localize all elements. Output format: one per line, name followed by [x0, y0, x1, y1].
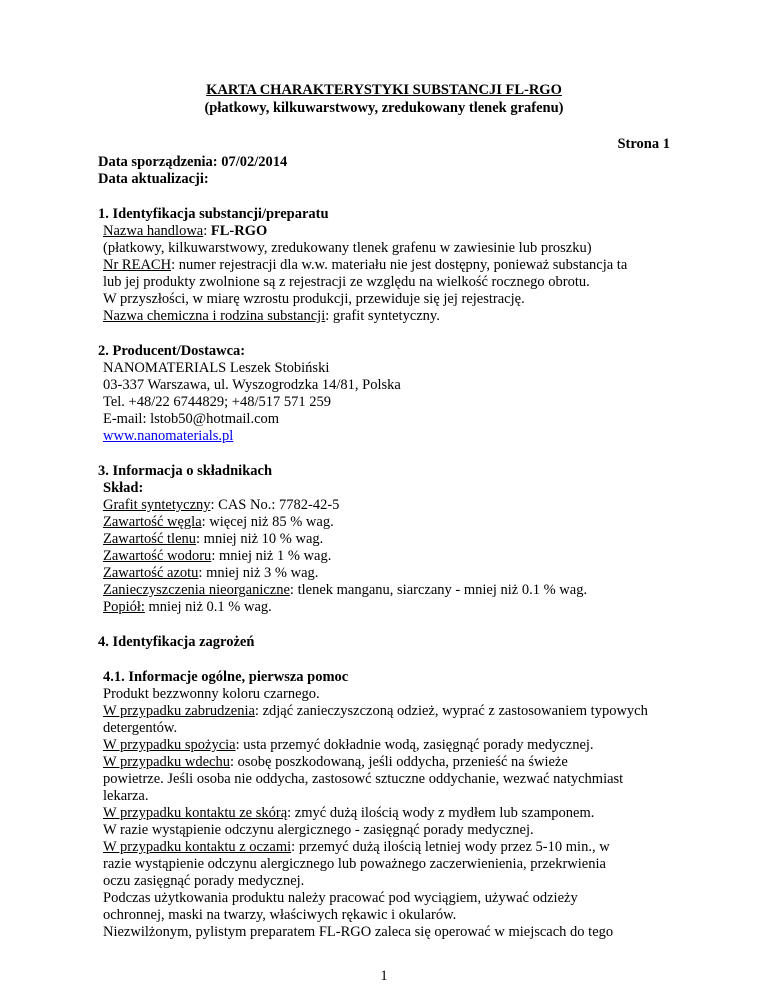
document-subtitle: (płatkowy, kilkuwarstwowy, zredukowany tlenek grafenu): [204, 100, 564, 116]
last-line: Niezwilżonym, pylistym preparatem FL-RGO zaleca się operować w miejscach do tego: [103, 924, 614, 940]
composition-item-value: : więcej niż 85 % wag.: [201, 514, 334, 530]
eyes-text: : przemyć dużą ilością letniej wody przez 5-10 min., w: [291, 839, 610, 855]
composition-item-value: : tlenek manganu, siarczany - mniej niż 0.1 % wag.: [289, 582, 588, 598]
composition-item-label: Zawartość tlenu: [103, 531, 197, 547]
inhale-label: W przypadku wdechu: [103, 754, 230, 770]
composition-item: [103, 582, 587, 599]
chem-name-line: [103, 308, 440, 325]
dirt-line-1: [103, 703, 648, 720]
eyes-line-3: oczu zasięgnąć porady medycznej.: [103, 873, 305, 889]
inhale-line-1: [103, 754, 568, 771]
company-phone: Tel. +48/22 6744829; +48/517 571 259: [103, 394, 331, 410]
dirt-text: : zdjąć zanieczyszczoną odzież, wyprać z zastosowaniem typowych: [254, 703, 648, 719]
skin-line-2: W razie wystąpienie odczynu alergicznego - zasięgnąć porady medycznej.: [103, 822, 534, 838]
composition-item: [103, 531, 323, 548]
reach-line-3: W przyszłości, w miarę wzrostu produkcji, przewiduje się jej rejestrację.: [103, 291, 525, 307]
page-label: Strona 1: [617, 136, 670, 152]
date-updated: Data aktualizacji:: [98, 171, 209, 187]
trade-name-label: Nazwa handlowa: [103, 223, 204, 239]
inhale-text: : osobę poszkodowaną, jeśli oddycha, przenieść na świeże: [229, 754, 568, 770]
composition-item: [103, 565, 318, 582]
use-line-2: ochronnej, maski na twarzy, właściwych rękawic i okularów.: [103, 907, 457, 923]
composition-item-value: : mniej niż 10 % wag.: [196, 531, 324, 547]
trade-name-value: FL-RGO: [210, 223, 268, 239]
reach-text-1: : numer rejestracji dla w.w. materiału nie jest dostępny, ponieważ substancja ta: [171, 257, 628, 273]
reach-line-2: lub jej produkty zwolnione są z rejestracji ze względu na wielkość rocznego obrotu.: [103, 274, 590, 290]
composition-item: [103, 497, 339, 514]
swallow-label: W przypadku spożycia: [103, 737, 236, 753]
page-number: 1: [380, 968, 388, 984]
section-1-heading: 1. Identyfikacja substancji/preparatu: [98, 206, 329, 222]
chem-name-value: : grafit syntetyczny.: [325, 308, 440, 324]
eyes-label: W przypadku kontaktu z oczami: [103, 839, 292, 855]
skin-text: : zmyć dużą ilością wody z mydłem lub szamponem.: [287, 805, 595, 821]
company-address: 03-337 Warszawa, ul. Wyszogrodzka 14/81, Polska: [103, 377, 401, 393]
eyes-line-1: [103, 839, 610, 856]
composition-item-label: Zawartość azotu: [103, 565, 199, 581]
composition-item: [103, 514, 334, 531]
composition-item-value: mniej niż 0.1 % wag.: [144, 599, 272, 615]
section-2-heading: 2. Producent/Dostawca:: [98, 343, 246, 359]
use-line-1: Podczas użytkowania produktu należy pracować pod wyciągiem, używać odzieży: [103, 890, 578, 906]
dirt-label: W przypadku zabrudzenia: [103, 703, 255, 719]
swallow-text: : usta przemyć dokładnie wodą, zasięgnąć porady medycznej.: [235, 737, 594, 753]
trade-name-line: Nazwa handlowa: FL-RGO: [103, 223, 268, 239]
inhale-line-3: lekarza.: [103, 788, 149, 804]
section-3-heading: 3. Informacja o składnikach: [98, 463, 273, 479]
composition-label: Skład:: [103, 480, 144, 496]
composition-item: [103, 599, 272, 616]
composition-item-label: Zanieczyszczenia nieorganiczne: [103, 582, 290, 598]
date-created: Data sporządzenia: 07/02/2014: [98, 154, 288, 170]
inhale-line-2: powietrze. Jeśli osoba nie oddycha, zastosowć sztuczne oddychanie, wezwać natychmiast: [103, 771, 624, 787]
skin-line-1: [103, 805, 594, 822]
company-website-link[interactable]: www.nanomaterials.pl: [103, 428, 234, 444]
section-4-heading: 4. Identyfikacja zagrożeń: [98, 634, 255, 650]
section-4-1-heading: 4.1. Informacje ogólne, pierwsza pomoc: [103, 669, 349, 685]
eyes-line-2: razie wystąpienie odczynu alergicznego lub poważnego zaczerwienienia, przekrwienia: [103, 856, 606, 872]
composition-item-value: : mniej niż 3 % wag.: [198, 565, 319, 581]
trade-name-desc: (płatkowy, kilkuwarstwowy, zredukowany tlenek grafenu w zawiesinie lub proszku): [103, 240, 592, 256]
dirt-line-2: detergentów.: [103, 720, 178, 736]
reach-line-1: [103, 257, 627, 274]
company-email: E-mail: lstob50@hotmail.com: [103, 411, 280, 427]
composition-item: [103, 548, 331, 565]
skin-label: W przypadku kontaktu ze skórą: [103, 805, 288, 821]
document-title: KARTA CHARAKTERYSTYKI SUBSTANCJI FL-RGO: [206, 82, 562, 98]
swallow-line: [103, 737, 594, 754]
composition-item-value: : mniej niż 1 % wag.: [211, 548, 332, 564]
composition-item-label: Grafit syntetyczny: [103, 497, 211, 513]
chem-name-label: Nazwa chemiczna i rodzina substancji: [103, 308, 326, 324]
composition-item-value: : CAS No.: 7782-42-5: [210, 497, 340, 513]
reach-label: Nr REACH: [103, 257, 172, 273]
composition-item-label: Zawartość wodoru: [103, 548, 212, 564]
composition-item-label: Zawartość węgla: [103, 514, 202, 530]
product-intro: Produkt bezzwonny koloru czarnego.: [103, 686, 320, 702]
company-name: NANOMATERIALS Leszek Stobiński: [103, 360, 330, 376]
composition-item-label: Popiół:: [103, 599, 145, 615]
